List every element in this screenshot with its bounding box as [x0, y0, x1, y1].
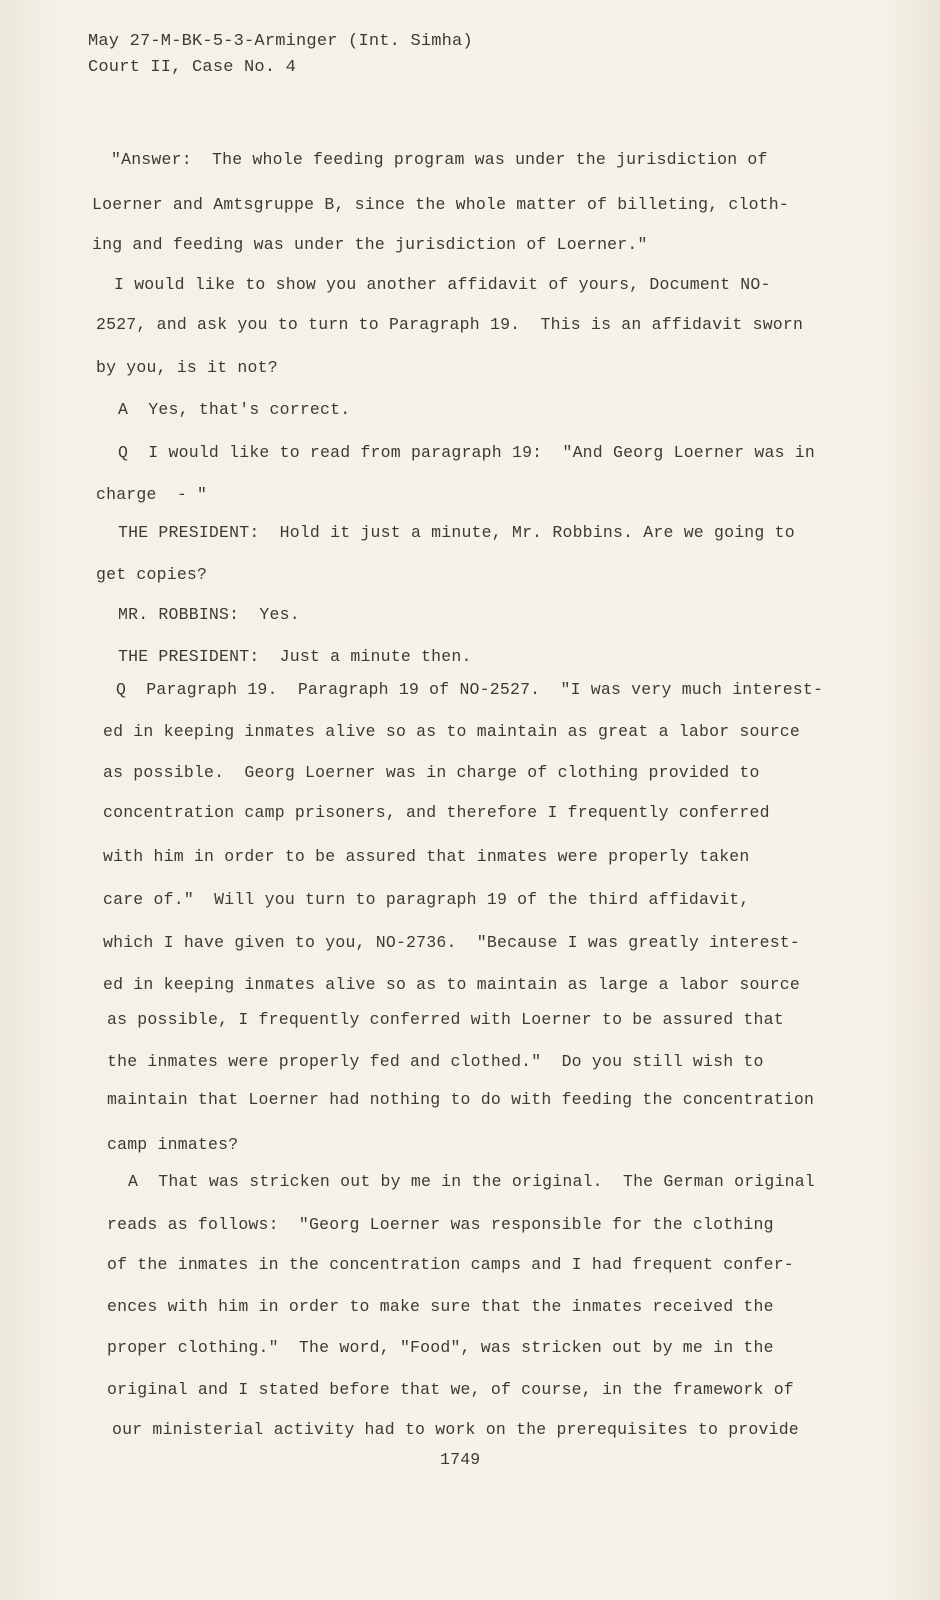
text-line: camp inmates? — [107, 1135, 239, 1154]
text-line: with him in order to be assured that inmates were properly taken — [103, 847, 750, 866]
text-line: by you, is it not? — [96, 358, 278, 377]
page-number: 1749 — [440, 1450, 481, 1469]
text-line: original and I stated before that we, of course, in the framework of — [107, 1380, 794, 1399]
text-line: care of." Will you turn to paragraph 19 of the third affidavit, — [103, 890, 750, 909]
text-line: ences with him in order to make sure that the inmates received the — [107, 1297, 774, 1316]
text-line: as possible. Georg Loerner was in charge of clothing provided to — [103, 763, 760, 782]
text-line: A Yes, that's correct. — [118, 400, 351, 419]
text-line: the inmates were properly fed and clothed." Do you still wish to — [107, 1052, 764, 1071]
text-line: proper clothing." The word, "Food", was stricken out by me in the — [107, 1338, 774, 1357]
header-line-2: Court II, Case No. 4 — [88, 58, 297, 77]
text-line: ed in keeping inmates alive so as to maintain as large a labor source — [103, 975, 801, 994]
text-line: MR. ROBBINS: Yes. — [118, 605, 300, 624]
text-line: get copies? — [96, 565, 208, 584]
text-line: ed in keeping inmates alive so as to maintain as great a labor source — [103, 722, 801, 741]
text-line: A That was stricken out by me in the original. The German original — [128, 1172, 815, 1191]
text-line: which I have given to you, NO-2736. "Because I was greatly interest- — [103, 933, 801, 952]
text-line: Q Paragraph 19. Paragraph 19 of NO-2527. "I was very much interest- — [116, 680, 824, 699]
text-line: charge - " — [96, 485, 208, 504]
text-line: "Answer: The whole feeding program was under the jurisdiction of — [111, 150, 768, 169]
text-line: 2527, and ask you to turn to Paragraph 19. This is an affidavit sworn — [96, 315, 804, 334]
text-line: concentration camp prisoners, and therefore I frequently conferred — [103, 803, 770, 822]
text-line: reads as follows: "Georg Loerner was responsible for the clothing — [107, 1215, 774, 1234]
text-line: Q I would like to read from paragraph 19: "And Georg Loerner was in — [118, 443, 816, 462]
text-line: THE PRESIDENT: Hold it just a minute, Mr. Robbins. Are we going to — [118, 523, 795, 542]
text-line: maintain that Loerner had nothing to do with feeding the concentration — [107, 1090, 815, 1109]
text-line: as possible, I frequently conferred with Loerner to be assured that — [107, 1010, 784, 1029]
text-line: Loerner and Amtsgruppe B, since the whole matter of billeting, cloth- — [92, 195, 790, 214]
text-line: of the inmates in the concentration camps and I had frequent confer- — [107, 1255, 794, 1274]
text-line: our ministerial activity had to work on the prerequisites to provide — [112, 1420, 799, 1439]
text-line: I would like to show you another affidavit of yours, Document NO- — [114, 275, 771, 294]
text-line: ing and feeding was under the jurisdiction of Loerner." — [92, 235, 648, 254]
text-line: THE PRESIDENT: Just a minute then. — [118, 647, 472, 666]
header-line-1: May 27-M-BK-5-3-Arminger (Int. Simha) — [88, 32, 473, 51]
